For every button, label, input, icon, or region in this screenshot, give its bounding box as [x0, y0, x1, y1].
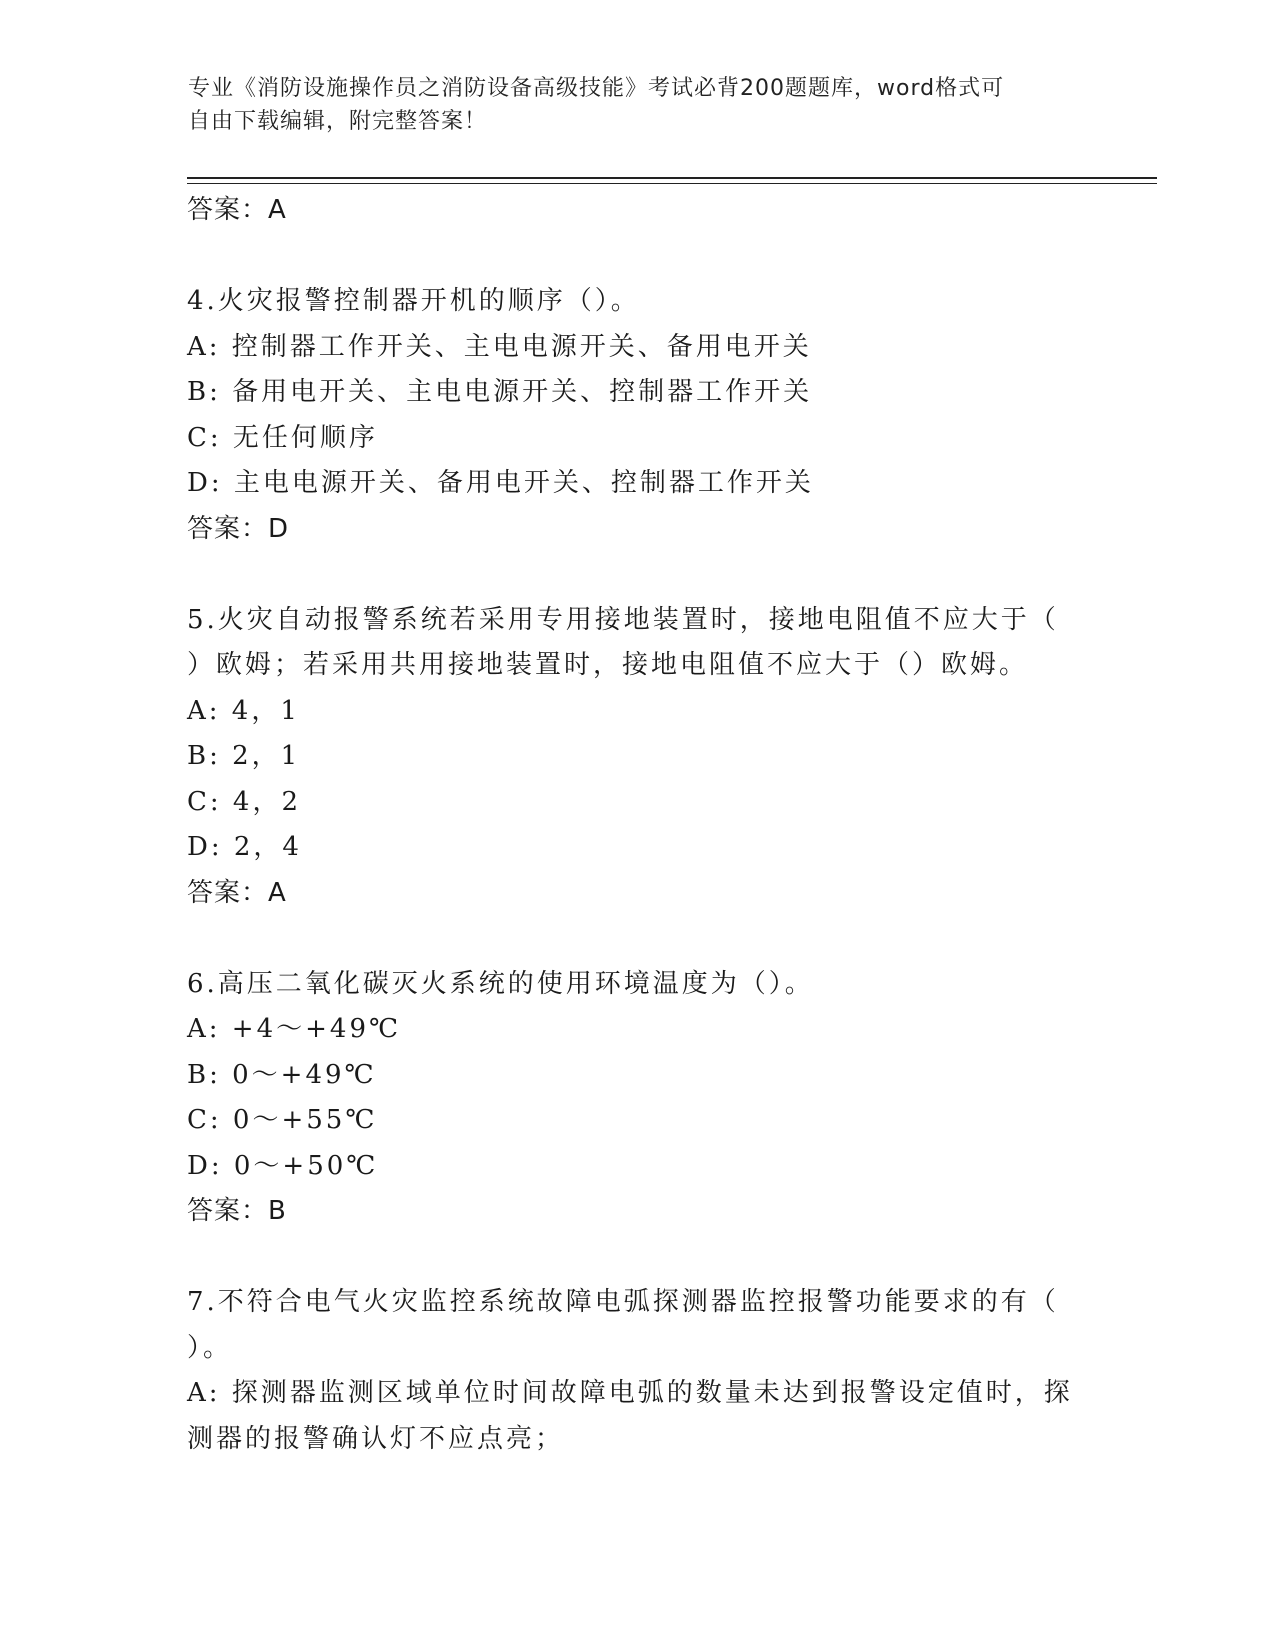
- option-d: D: 主电电源开关、备用电开关、控制器工作开关: [187, 468, 814, 498]
- question-stem: 6.高压二氧化碳灭火系统的使用环境温度为（）。: [187, 968, 814, 999]
- option-a: A: +4～+49℃: [187, 1014, 402, 1044]
- header-line-2: 自由下载编辑，附完整答案！: [188, 109, 488, 134]
- option-b: B: 2，1: [187, 741, 301, 771]
- option-a: A: 控制器工作开关、主电电源开关、备用电开关: [187, 331, 812, 362]
- option-c: C: 无任何顺序: [187, 422, 378, 453]
- option-c: C: 0～+55℃: [187, 1105, 378, 1135]
- page-header: [188, 72, 1068, 138]
- header-rule-thin: [187, 183, 1157, 184]
- option-c: C: 4，2: [187, 786, 302, 817]
- spacer: [187, 916, 1087, 962]
- question-stem-line-1: 7.不符合电气火灾监控系统故障电弧探测器监控报警功能要求的有（: [187, 1287, 1059, 1317]
- question-stem-line-1: 5.火灾自动报警系统若采用专用接地装置时，接地电阻值不应大于（: [187, 604, 1059, 635]
- question-content: [187, 188, 1087, 1462]
- spacer: [187, 234, 1087, 280]
- option-b: B: 备用电开关、主电电源开关、控制器工作开关: [187, 377, 813, 407]
- question-stem-line-2: ）欧姆；若采用共用接地装置时，接地电阻值不应大于（）欧姆。: [187, 650, 1029, 680]
- option-a: A: 4，1: [187, 695, 300, 726]
- header-line-1: 专业《消防设施操作员之消防设备高级技能》考试必背200题题库，word格式可: [188, 76, 1005, 101]
- question-7: [187, 1280, 1087, 1462]
- question-4: [187, 279, 1087, 552]
- answer-line: 答案：D: [187, 513, 290, 544]
- option-a-line-2: 测器的报警确认灯不应点亮；: [187, 1423, 565, 1454]
- option-d: D: 0～+50℃: [187, 1150, 379, 1181]
- option-b: B: 0～+49℃: [187, 1059, 377, 1090]
- question-stem-line-2: ）。: [187, 1332, 233, 1363]
- question-6: [187, 962, 1087, 1235]
- option-d: D: 2，4: [187, 832, 302, 862]
- answer-line: 答案：A: [187, 195, 287, 225]
- question-5: [187, 598, 1087, 917]
- answer-line: 答案：A: [187, 877, 287, 908]
- spacer: [187, 552, 1087, 598]
- header-rule-thick: [187, 177, 1157, 179]
- answer-line: 答案：B: [187, 1196, 287, 1226]
- question-stem: 4.火灾报警控制器开机的顺序（）。: [187, 286, 640, 316]
- spacer: [187, 1235, 1087, 1281]
- option-a-line-1: A: 探测器监测区域单位时间故障电弧的数量未达到报警设定值时，探: [187, 1378, 1073, 1408]
